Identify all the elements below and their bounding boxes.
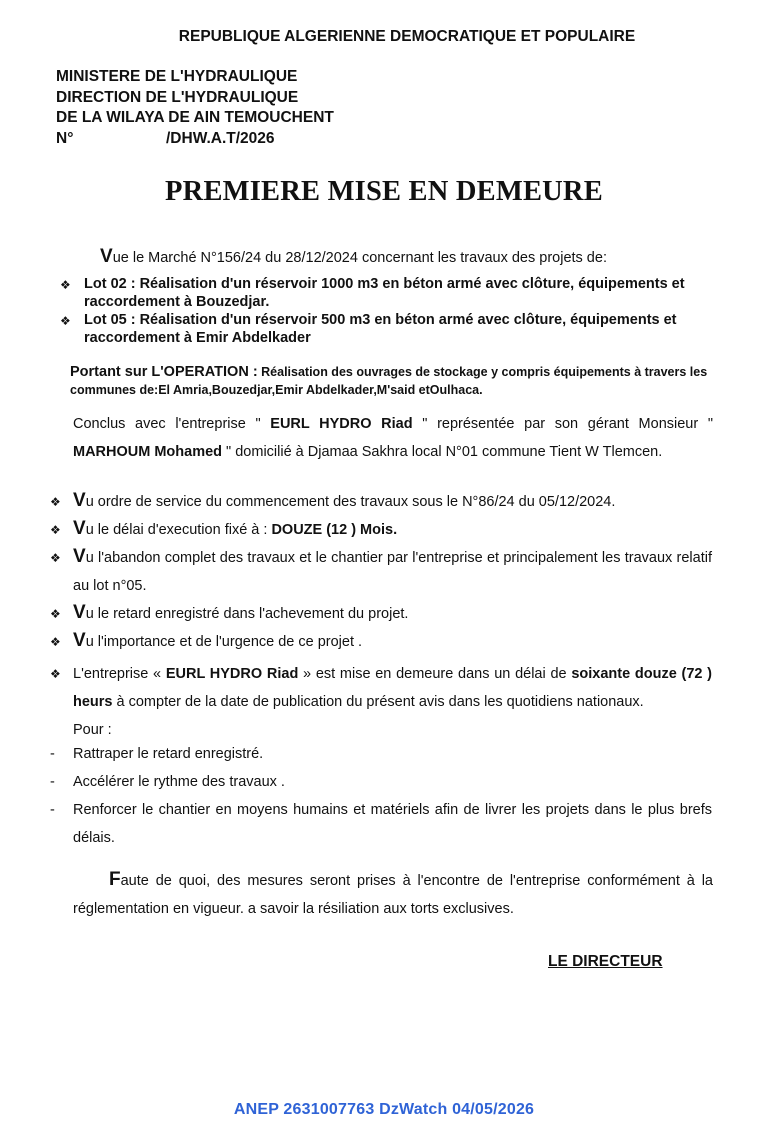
reference-line: [56, 129, 334, 150]
diamond-bullet-icon: ❖: [50, 495, 61, 509]
diamond-bullet-icon: ❖: [50, 523, 61, 537]
vue-marche-line: [100, 247, 607, 266]
mise-text: à compter de la date de publication du présent avis dans les quotidiens nationaux.: [112, 694, 644, 710]
dash-mark: -: [50, 802, 55, 818]
wilaya-line: DE LA WILAYA DE AIN TEMOUCHENT: [56, 109, 334, 126]
diamond-bullet-icon: ❖: [60, 278, 71, 292]
company-name: EURL HYDRO Riad: [270, 416, 413, 432]
publication-footer: ANEP 2631007763 DzWatch 04/05/2026: [233, 1101, 535, 1118]
conclus-text: " domicilié à Djamaa Sakhra local N°01 commune Tient W Tlemcen.: [222, 444, 663, 460]
drop-initial: V: [100, 246, 113, 267]
mise-text: L'entreprise «: [73, 666, 166, 682]
diamond-bullet-icon: ❖: [50, 635, 61, 649]
diamond-bullet-icon: ❖: [50, 551, 61, 565]
operation-paragraph: [70, 363, 715, 399]
drop-initial: V: [73, 630, 86, 651]
dash-mark: -: [50, 774, 55, 790]
bullet-text: u le retard enregistré dans l'achevement du projet.: [85, 606, 409, 622]
lot-text: Lot 02 : Réalisation d'un réservoir 1000 m3 en béton armé avec clôture, équipements et raccordement à Bouzedjar.: [84, 276, 685, 310]
republique-header: REPUBLIQUE ALGERIENNE DEMOCRATIQUE ET POPULAIRE: [178, 28, 636, 45]
vu-bullet-item: [50, 516, 712, 544]
dash-mark: -: [50, 746, 55, 762]
action-item: [50, 768, 712, 796]
faute-text: aute de quoi, des mesures seront prises à l'encontre de l'entreprise conformément à la réglementation en vigueur. a savoir la résiliation aux torts exclusives.: [73, 873, 713, 917]
mise-en-demeure-paragraph: [50, 660, 712, 744]
bullet-text: u l'importance et de l'urgence de ce projet .: [85, 634, 363, 650]
drop-initial: F: [109, 869, 121, 890]
vu-bullet-item: [50, 544, 712, 600]
bullet-text: u ordre de service du commencement des travaux sous le N°86/24 du 05/12/2024.: [85, 494, 616, 510]
diamond-bullet-icon: ❖: [60, 314, 71, 328]
manager-name: MARHOUM Mohamed: [73, 444, 223, 460]
reference-number-label: N°: [56, 129, 74, 147]
faute-paragraph: [73, 867, 713, 923]
drop-initial: V: [73, 546, 86, 567]
vu-bullet-item: [50, 600, 712, 628]
actions-list: [50, 740, 712, 852]
bullet-text: u l'abandon complet des travaux et le chantier par l'entreprise et principalement les travaux relatif au lot n°05.: [73, 550, 712, 594]
diamond-bullet-icon: ❖: [50, 667, 61, 681]
signature-title: LE DIRECTEUR: [548, 953, 663, 970]
diamond-bullet-icon: ❖: [50, 607, 61, 621]
bullet-bold-text: DOUZE (12 ) Mois.: [271, 522, 398, 538]
drop-initial: V: [73, 490, 86, 511]
lot-text: Lot 05 : Réalisation d'un réservoir 500 m3 en béton armé avec clôture, équipements et raccordement à Emir Abdelkader: [84, 312, 677, 346]
vu-bullet-item: [50, 488, 712, 516]
drop-initial: V: [73, 518, 86, 539]
action-item: [50, 740, 712, 768]
action-text: Rattraper le retard enregistré.: [73, 746, 264, 762]
vu-bullet-item: [50, 628, 712, 656]
operation-text: Réalisation des ouvrages de stockage y compris équipements à travers les communes de:El Amria,Bouzedjar,Emir Abdelkader,M'said etOulhaca.: [70, 365, 708, 397]
pour-label: Pour :: [73, 722, 112, 738]
drop-initial: V: [73, 602, 86, 623]
bullet-text: u le délai d'execution fixé à :: [85, 522, 272, 538]
vu-bullets-list: [50, 488, 712, 656]
mise-text: » est mise en demeure dans un délai de: [298, 666, 572, 682]
operation-label: Portant sur L'OPERATION :: [70, 364, 258, 380]
ministry-block: [56, 67, 334, 149]
direction-line: DIRECTION DE L'HYDRAULIQUE: [56, 88, 299, 106]
lots-list: [60, 275, 710, 347]
conclus-text: " représentée par son gérant Monsieur ": [412, 416, 713, 432]
company-name: EURL HYDRO Riad: [165, 666, 299, 682]
delay-text: soixante douze (72 ) heurs: [73, 666, 712, 710]
action-item: [50, 796, 712, 852]
conclus-paragraph: [73, 410, 713, 466]
action-text: Accélérer le rythme des travaux .: [73, 774, 285, 790]
lot-item: [60, 311, 710, 347]
document-title: PREMIERE MISE EN DEMEURE: [165, 176, 603, 207]
vue-marche-text: ue le Marché N°156/24 du 28/12/2024 concernant les travaux des projets de:: [112, 250, 607, 266]
reference-code: /DHW.A.T/2026: [166, 129, 275, 147]
ministry-line: MINISTERE DE L'HYDRAULIQUE: [56, 68, 298, 85]
action-text: Renforcer le chantier en moyens humains et matériels afin de livrer les projets dans le plus brefs délais.: [73, 802, 712, 846]
conclus-text: Conclus avec l'entreprise ": [73, 416, 271, 432]
mise-bullet-item: [50, 660, 712, 716]
lot-item: [60, 275, 710, 311]
